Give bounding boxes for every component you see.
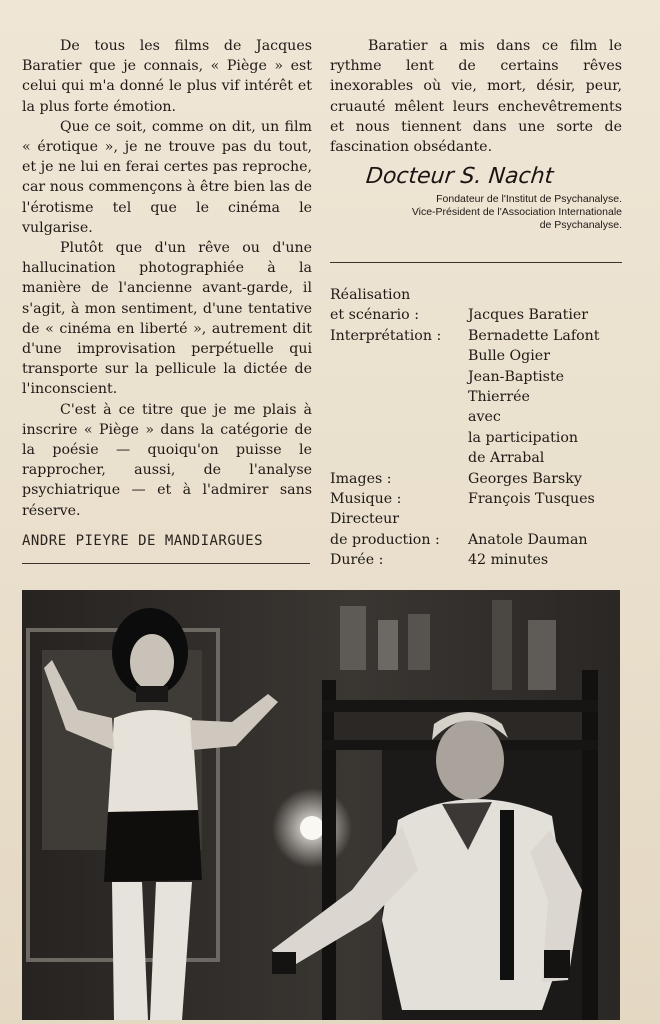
credit-role: Musique : xyxy=(330,491,402,508)
signatory-title-line: de Psychanalyse. xyxy=(539,219,622,232)
credit-value: Jacques Baratier xyxy=(468,307,589,324)
credit-role: et scénario : xyxy=(330,307,419,324)
right-article xyxy=(330,36,622,232)
left-signature: ANDRE PIEYRE DE MANDIARGUES xyxy=(22,532,264,549)
right-signature: Docteur S. Nacht xyxy=(364,164,555,190)
film-still-photo xyxy=(22,590,620,1020)
credit-role: Images : xyxy=(330,470,392,487)
right-divider xyxy=(330,262,622,263)
film-still-illustration xyxy=(22,590,620,1020)
signatory-title-line: Vice-Président de l'Association Internationale xyxy=(411,206,622,219)
credit-role: Réalisation xyxy=(330,287,411,303)
signatory-titles xyxy=(330,193,622,232)
credit-row xyxy=(330,305,622,325)
left-paragraph-3: Plutôt que d'un rêve ou d'une hallucination photographiée à la manière de l'ancienne avant-garde, il s'agit, à mon sentiment, d'une tentative de « cinéma en liberté », autrement dit d'une improvisation perpétuelle qui transporte sur la pellicule la dictée de l'inconscient. xyxy=(22,240,312,398)
credit-value: Georges Barsky xyxy=(468,470,582,487)
credit-role: Directeur xyxy=(330,511,400,528)
film-credits xyxy=(330,285,622,571)
credit-row xyxy=(330,285,622,305)
left-paragraph-1: De tous les films de Jacques Baratier que je connais, « Piège » est celui qui m'a donné le plus vif intérêt et la plus forte émotion. xyxy=(22,38,312,115)
left-divider xyxy=(22,563,310,564)
credit-value: Bernadette Lafont xyxy=(468,327,600,344)
right-paragraph: Baratier a mis dans ce film le rythme lent de certains rêves inexorables où vie, mort, désir, peur, cruauté mêlent leurs enchevêtrements et nous tiennent dans une sorte de fascination obsédante. xyxy=(330,38,622,156)
credit-value: de Arrabal xyxy=(468,450,545,467)
credit-value: la participation xyxy=(468,429,579,446)
credit-role: Interprétation : xyxy=(330,327,442,344)
left-paragraph-2: Que ce soit, comme on dit, un film « érotique », je ne trouve pas du tout, et je ne lui en ferai certes pas reproche, car nous commençons à être bien las de l'érotisme tel que le cinéma le vulgarise. xyxy=(22,118,312,236)
credit-value: Bulle Ogier xyxy=(468,348,550,365)
credit-value: avec xyxy=(468,409,501,426)
credit-row xyxy=(330,509,622,529)
credit-value: Jean-Baptiste xyxy=(468,368,565,385)
left-article xyxy=(22,36,312,551)
credit-value: Thierrée xyxy=(468,389,530,406)
credit-role: de production : xyxy=(330,531,440,548)
credit-value: François Tusques xyxy=(468,491,595,508)
credit-row xyxy=(330,469,622,489)
left-paragraph-4: C'est à ce titre que je me plais à inscrire « Piège » dans la catégorie de la poésie — quoiqu'on puisse le rapprocher, aussi, de l'analyse psychiatrique — et à l'admirer sans réserve. xyxy=(22,401,312,519)
credit-value: Anatole Dauman xyxy=(468,531,588,548)
credit-row xyxy=(330,489,622,509)
credit-role: Durée : xyxy=(330,552,384,569)
credit-row xyxy=(330,326,622,469)
signatory-title-line: Fondateur de l'Institut de Psychanalyse. xyxy=(436,193,622,206)
credit-row xyxy=(330,530,622,550)
credit-value: 42 minutes xyxy=(468,552,549,569)
credit-row xyxy=(330,550,622,570)
